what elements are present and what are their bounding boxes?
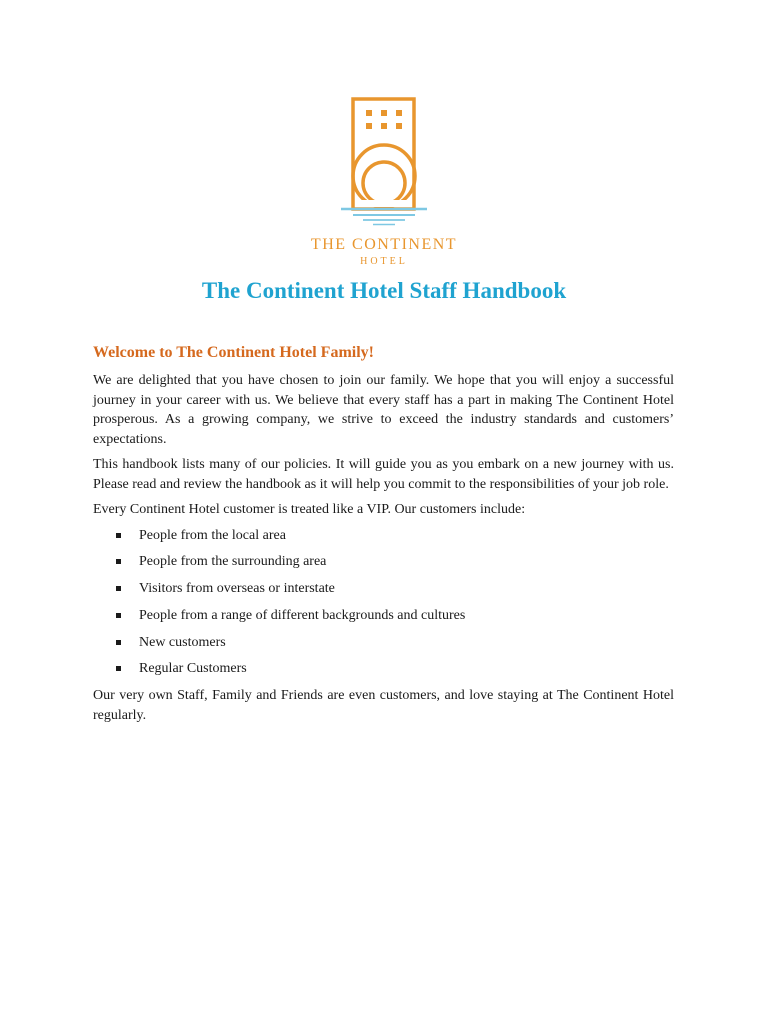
welcome-section — [93, 342, 674, 731]
intro-paragraph: We are delighted that you have chosen to join our family. We hope that you will enjoy a successful journey in your career with us. We believe that every staff has a part in making The Continent Hotel prosperous. As a growing company, we strive to exceed the industry standards and customers’ expectations. — [93, 373, 674, 447]
list-item-text: People from the local area — [139, 527, 286, 543]
list-item — [93, 552, 674, 572]
hotel-logo — [0, 96, 768, 269]
square-bullet-icon — [116, 613, 121, 618]
square-bullet-icon — [116, 666, 121, 671]
square-bullet-icon — [116, 586, 121, 591]
list-item — [93, 659, 674, 679]
list-item-text: People from the surrounding area — [139, 554, 327, 570]
list-item-text: Visitors from overseas or interstate — [139, 581, 335, 597]
list-item-text: Regular Customers — [139, 661, 247, 677]
list-item-text: New customers — [139, 634, 226, 650]
brand-subtitle: HOTEL — [360, 256, 408, 267]
square-bullet-icon — [116, 559, 121, 564]
document-title: The Continent Hotel Staff Handbook — [201, 278, 567, 303]
list-item-text: People from a range of different backgrounds and cultures — [139, 607, 466, 623]
customer-list — [93, 526, 674, 679]
brand-name: THE CONTINENT — [310, 236, 458, 253]
hotel-building-wave-logo-icon — [339, 96, 429, 226]
list-item — [93, 633, 674, 653]
customers-intro-paragraph: Every Continent Hotel customer is treated like a VIP. Our customers include: — [93, 502, 526, 517]
list-item — [93, 606, 674, 626]
list-item — [93, 579, 674, 599]
square-bullet-icon — [116, 533, 121, 538]
square-bullet-icon — [116, 640, 121, 645]
handbook-paragraph: This handbook lists many of our policies. It will guide you as you embark on a new journey with us. Please read and review the handbook as it will help you commit to the responsibilities of your job role. — [93, 457, 674, 492]
list-item — [93, 526, 674, 546]
closing-paragraph: Our very own Staff, Family and Friends are even customers, and love staying at The Continent Hotel regularly. — [93, 688, 674, 723]
section-heading: Welcome to The Continent Hotel Family! — [93, 344, 374, 361]
